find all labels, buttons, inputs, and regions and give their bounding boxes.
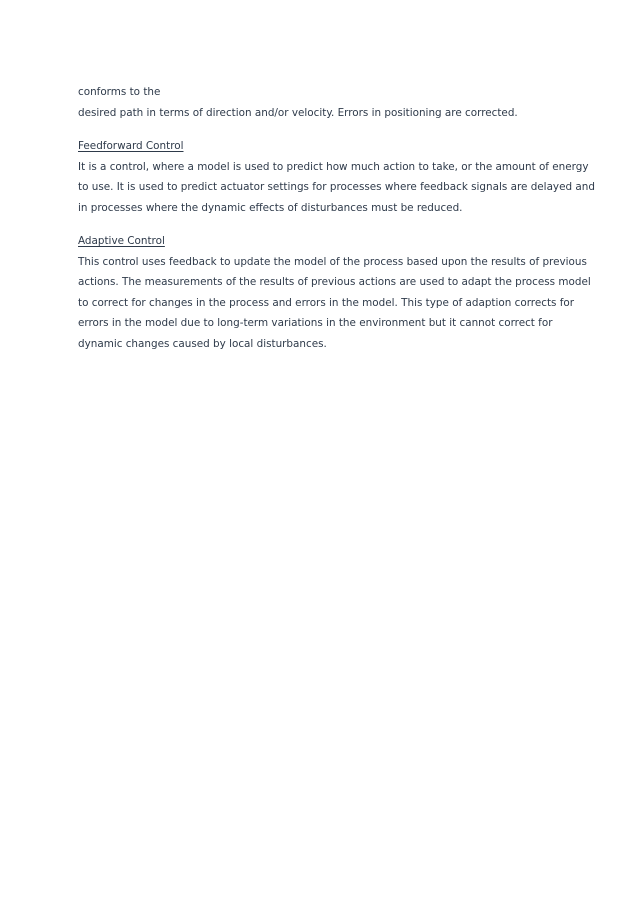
section-heading-feedforward: Feedforward Control — [78, 140, 184, 152]
paragraph-line: errors in the model due to long-term variations in the environment but it cannot correct for — [78, 317, 553, 329]
document-body — [78, 82, 595, 354]
feedforward-section — [78, 136, 595, 218]
paragraph-line: desired path in terms of direction and/or velocity. Errors in positioning are corrected. — [78, 106, 518, 119]
paragraph-line: to correct for changes in the process and errors in the model. This type of adaption corrects for — [78, 296, 575, 309]
paragraph-line: conforms to the — [78, 86, 161, 98]
paragraph-line: It is a control, where a model is used to predict how much action to take, or the amount of energy — [78, 160, 589, 173]
paragraph-line: actions. The measurements of the results of previous actions are used to adapt the process model — [78, 276, 591, 288]
paragraph-line: to use. It is used to predict actuator settings for processes where feedback signals are delayed and — [78, 181, 595, 193]
paragraph-line: dynamic changes caused by local disturbances. — [78, 337, 327, 350]
intro-paragraph — [78, 82, 578, 123]
paragraph-line: This control uses feedback to update the model of the process based upon the results of previous — [78, 255, 587, 268]
section-heading-adaptive: Adaptive Control — [78, 235, 165, 247]
paragraph-line: in processes where the dynamic effects of disturbances must be reduced. — [78, 201, 463, 214]
adaptive-section — [78, 231, 591, 354]
